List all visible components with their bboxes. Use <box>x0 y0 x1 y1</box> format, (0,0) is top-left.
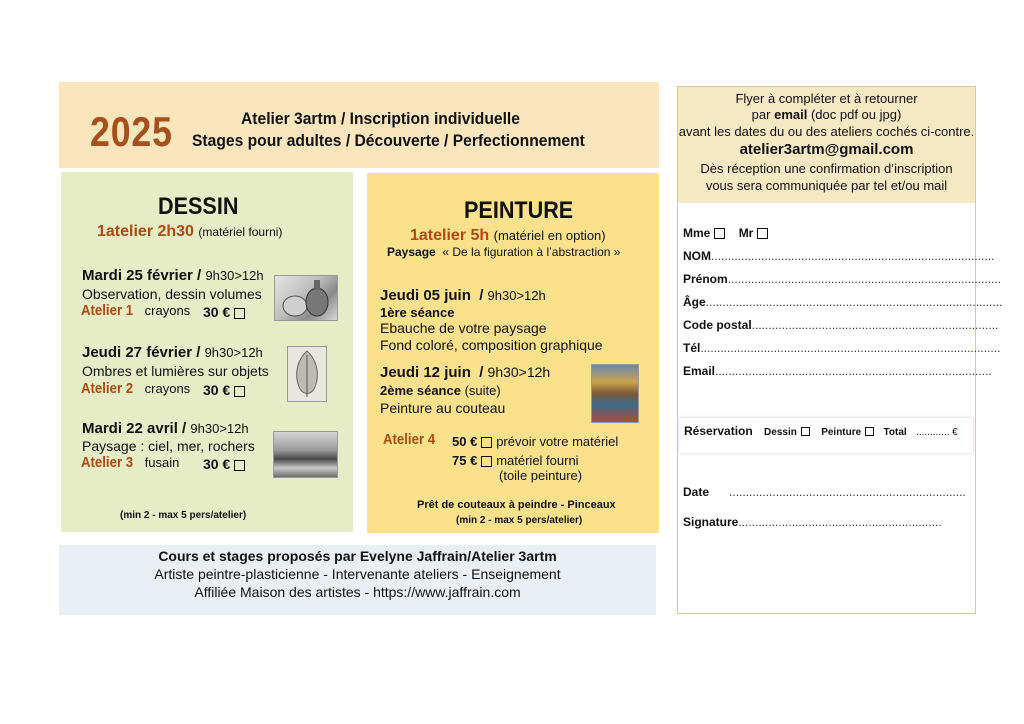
dessin-session2-desc: Ombres et lumières sur objets <box>82 363 269 379</box>
form-intro3: avant les dates du ou des ateliers cochés ci-contre. <box>678 124 975 139</box>
header-title-line2: Stages pour adultes / Découverte / Perfectionnement <box>192 131 585 150</box>
date-field[interactable]: Date ....................................................................... <box>683 485 966 499</box>
option2-checkbox[interactable] <box>481 456 492 467</box>
dessin-session2-price: 30 € <box>203 382 245 398</box>
atelier2-checkbox[interactable] <box>234 386 245 397</box>
dessin-session2-atelier: Atelier 2 crayons <box>81 380 191 397</box>
dessin-session3-atelier: Atelier 3 fusain <box>81 454 180 471</box>
signature-field[interactable]: Signature............................................................. <box>683 515 942 529</box>
peinture-session1-line1: Ebauche de votre paysage <box>380 320 547 336</box>
peinture-session2-label: 2ème séance (suite) <box>380 383 501 398</box>
prenom-field[interactable]: Prénom.................................................................................. <box>683 272 1002 286</box>
atelier3-checkbox[interactable] <box>234 460 245 471</box>
leaf-icon <box>288 347 326 401</box>
peinture-loan: Prêt de couteaux à peindre - Pinceaux <box>417 499 616 511</box>
footer-line2: Artiste peintre-plasticienne - Intervenante ateliers - Enseignement <box>154 566 561 582</box>
painting-image <box>591 364 639 423</box>
reservation-row: Réservation Dessin Peinture Total ............ € <box>684 424 958 438</box>
form-email-address[interactable]: atelier3artm@gmail.com <box>739 141 914 158</box>
peinture-option1: 50 € prévoir votre matériel <box>452 434 619 449</box>
dessin-session1-desc: Observation, dessin volumes <box>82 286 262 302</box>
code-postal-field[interactable]: Code postal.......................................................................... <box>683 318 999 332</box>
title-choice: Mme Mr <box>683 226 768 240</box>
res-dessin-checkbox[interactable] <box>801 427 810 436</box>
peinture-title: PEINTURE <box>464 197 574 224</box>
charcoal-landscape-image <box>273 431 338 478</box>
peinture-session1-date: Jeudi 05 juin / 9h30>12h <box>380 287 546 304</box>
peinture-capacity: (min 2 - max 5 pers/atelier) <box>456 515 583 526</box>
leaf-drawing-image <box>287 346 327 402</box>
form-intro2: par email (doc pdf ou jpg) <box>751 107 902 122</box>
res-peinture-checkbox[interactable] <box>865 427 874 436</box>
bottles-icon <box>275 276 337 320</box>
age-field[interactable]: Âge......................................................................................... <box>683 295 1003 309</box>
peinture-option2-note: (toile peinture) <box>499 468 583 483</box>
option1-checkbox[interactable] <box>481 437 492 448</box>
peinture-atelier: Atelier 4 <box>383 431 436 448</box>
peinture-option2: 75 € matériel fourni <box>452 453 579 468</box>
footer-line3: Affiliée Maison des artistes - https://www.jaffrain.com <box>194 584 521 600</box>
tel-field[interactable]: Tél.......................................................................................... <box>683 341 1001 355</box>
dessin-session3-date: Mardi 22 avril / 9h30>12h <box>82 420 249 437</box>
dessin-session1-price: 30 € <box>203 304 245 320</box>
dessin-session1-date: Mardi 25 février / 9h30>12h <box>82 267 264 284</box>
atelier1-checkbox[interactable] <box>234 308 245 319</box>
mr-checkbox[interactable] <box>757 228 768 239</box>
dessin-subtitle: 1atelier 2h30 (matériel fourni) <box>97 223 283 240</box>
dessin-session1-atelier: Atelier 1 crayons <box>81 302 191 319</box>
dessin-session3-desc: Paysage : ciel, mer, rochers <box>82 438 255 454</box>
footer-line1: Cours et stages proposés par Evelyne Jaffrain/Atelier 3artm <box>158 548 557 564</box>
peinture-session1-label: 1ère séance <box>380 305 455 320</box>
nom-field[interactable]: NOM..................................................................................... <box>683 249 995 263</box>
year-title: 2025 <box>90 108 173 155</box>
form-confirm1: Dès réception une confirmation d’inscription <box>700 161 953 176</box>
peinture-session2-date: Jeudi 12 juin / 9h30>12h <box>380 364 551 381</box>
dessin-session2-date: Jeudi 27 février / 9h30>12h <box>82 344 263 361</box>
email-field[interactable]: Email................................................................................... <box>683 364 992 378</box>
peinture-subtitle: 1atelier 5h (matériel en option) <box>410 227 606 244</box>
peinture-theme: Paysage « De la figuration à l’abstraction » <box>387 245 621 259</box>
form-intro1: Flyer à compléter et à retourner <box>735 91 918 106</box>
form-confirm2: vous sera communiquée par tel et/ou mail <box>705 178 948 193</box>
mme-checkbox[interactable] <box>714 228 725 239</box>
bottles-drawing-image <box>274 275 338 321</box>
peinture-session2-line1: Peinture au couteau <box>380 400 506 416</box>
dessin-title: DESSIN <box>158 193 239 220</box>
peinture-session1-line2: Fond coloré, composition graphique <box>380 337 603 353</box>
dessin-session3-price: 30 € <box>203 456 245 472</box>
header-title-line1: Atelier 3artm / Inscription individuelle <box>241 109 520 128</box>
dessin-capacity: (min 2 - max 5 pers/atelier) <box>120 510 247 521</box>
